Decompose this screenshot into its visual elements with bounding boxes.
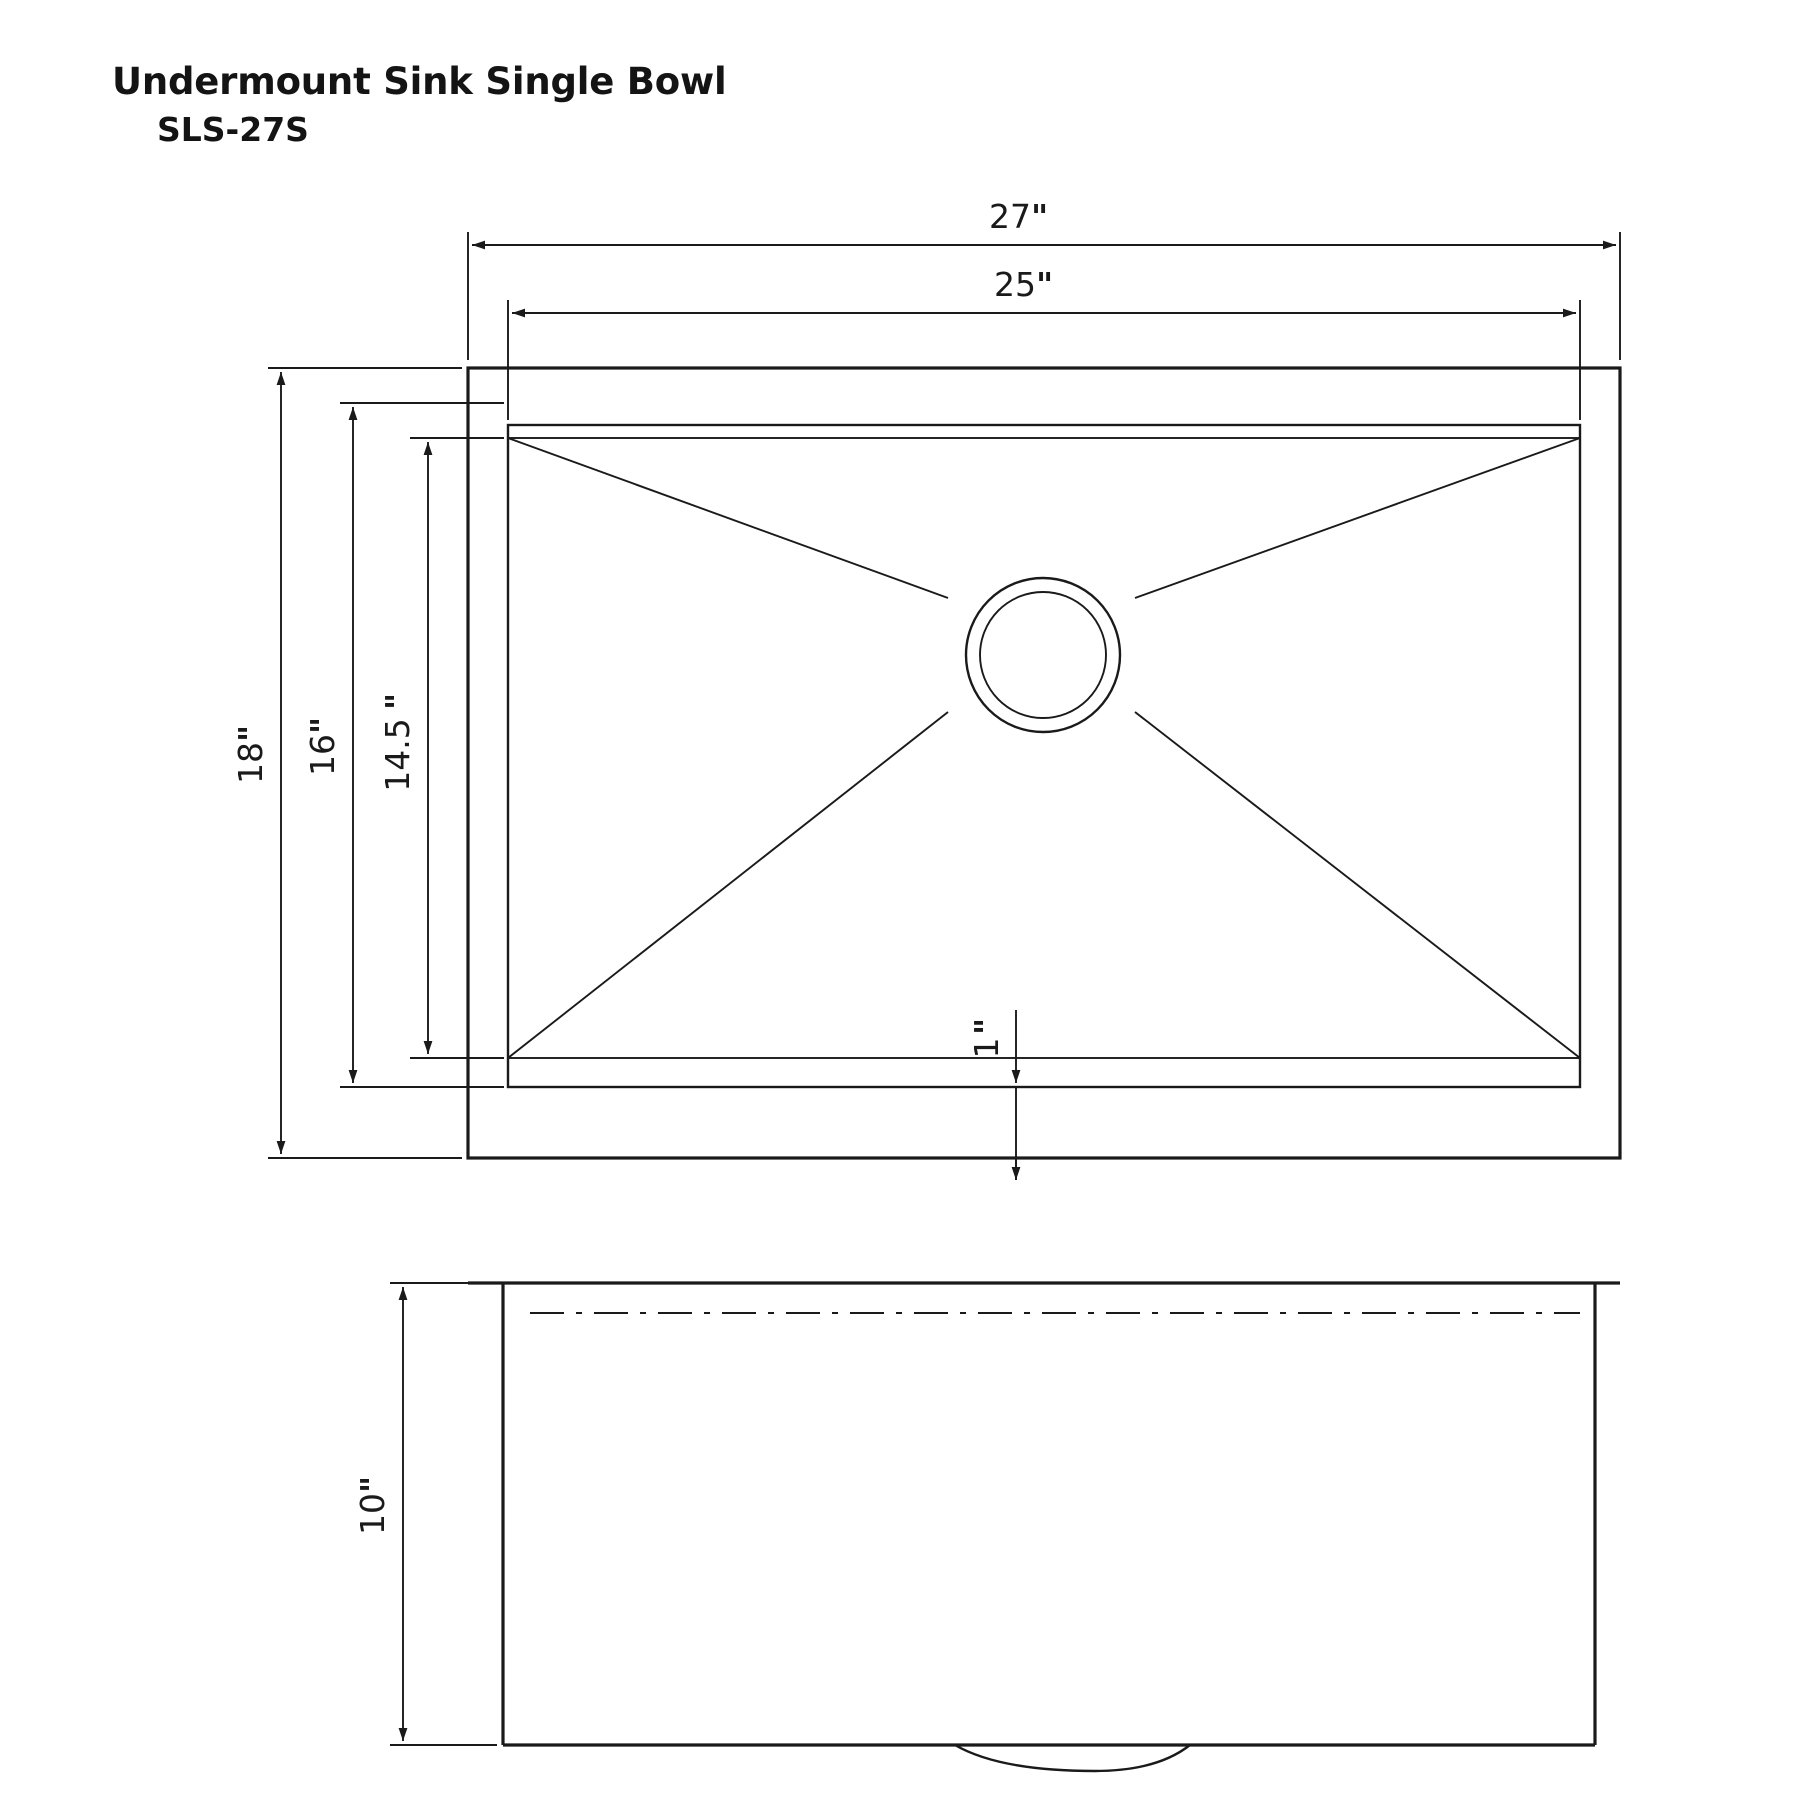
- dim-unit-25: ": [1036, 265, 1054, 304]
- slope-line-top-right: [1135, 438, 1580, 598]
- drain-outer-circle: [966, 578, 1120, 732]
- dim-label-27: 27: [989, 197, 1031, 236]
- dim-label-16: 16: [303, 734, 342, 776]
- drain-inner-circle: [980, 592, 1106, 718]
- dim-label-18: 18: [231, 742, 270, 784]
- dim-unit-10: ": [353, 1475, 392, 1493]
- dim-unit-1: ": [967, 1017, 1006, 1035]
- dim-unit-18: ": [231, 724, 270, 742]
- dim-unit-27: ": [1031, 197, 1049, 236]
- top-view-group: [231, 197, 1620, 1180]
- dim-unit-16: ": [303, 716, 342, 734]
- dim-label-1: 1: [967, 1037, 1006, 1059]
- dim-label-25: 25: [994, 265, 1036, 304]
- page-title: Undermount Sink Single Bowl: [112, 60, 727, 103]
- front-view-group: [353, 1283, 1620, 1771]
- slope-line-bottom-right: [1135, 712, 1580, 1058]
- slope-line-bottom-left: [508, 712, 948, 1058]
- model-number: SLS-27S: [157, 110, 309, 150]
- bowl-rim-outline: [508, 425, 1580, 1087]
- dim-unit-145: ": [378, 692, 417, 710]
- front-drain-boss: [955, 1745, 1190, 1771]
- bowl-inner-outline: [508, 438, 1580, 1058]
- dim-label-10: 10: [353, 1493, 392, 1535]
- dim-label-145: 14.5: [378, 718, 417, 792]
- slope-line-top-left: [508, 438, 948, 598]
